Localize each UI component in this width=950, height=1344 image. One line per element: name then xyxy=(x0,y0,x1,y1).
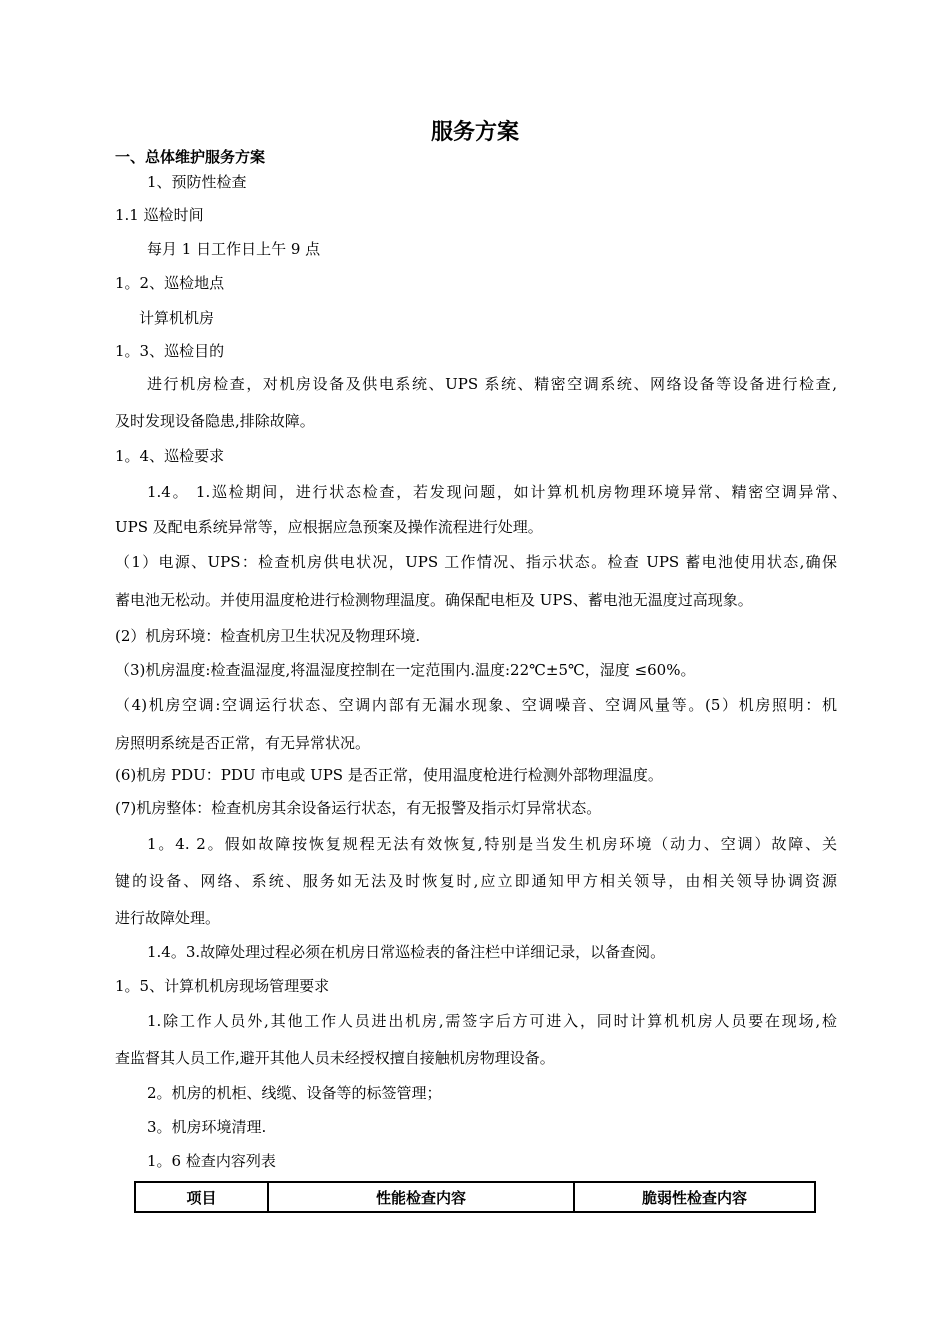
list-item-4-line1: （4)机房空调:空调运行状态、空调内部有无漏水现象、空调噪音、空调风量等。(5）机房照明：机 xyxy=(115,696,837,714)
table-header-row xyxy=(135,1182,815,1212)
paragraph-1-1: 每月 1 日工作日上午 9 点 xyxy=(147,240,321,258)
list-item-1-line1: （1）电源、UPS：检查机房供电状况，UPS 工作情况、指示状态。检查 UPS 蓄电池使用状态,确保 xyxy=(115,553,837,571)
paragraph-1-5-1-line1: 1.除工作人员外,其他工作人员进出机房,需签字后方可进入，同时计算机机房人员要在现场,检 xyxy=(147,1012,837,1030)
table-header-vulnerability: 脆弱性检查内容 xyxy=(574,1182,815,1212)
paragraph-1-4-2-line3: 进行故障处理。 xyxy=(115,909,221,927)
list-item-7: (7)机房整体：检查机房其余设备运行状态，有无报警及指示灯异常状态。 xyxy=(115,799,602,817)
list-item-2: (2）机房环境：检查机房卫生状况及物理环境. xyxy=(115,627,421,645)
list-item-4-line2: 房照明系统是否正常，有无异常状况。 xyxy=(115,734,371,752)
paragraph-1-4-2-line2: 键的设备、网络、系统、服务如无法及时恢复时,应立即通知甲方相关领导，由相关领导协调资源 xyxy=(115,872,837,890)
paragraph-1-5-3: 3。机房环境清理. xyxy=(147,1118,267,1136)
page-title: 服务方案 xyxy=(430,120,519,145)
table-header-item: 项目 xyxy=(135,1182,268,1212)
paragraph-1-4-1-line2: UPS 及配电系统异常等，应根据应急预案及操作流程进行处理。 xyxy=(115,518,543,536)
heading-1-4: 1。4、巡检要求 xyxy=(115,447,225,465)
paragraph-1-3-line2: 及时发现设备隐患,排除故障。 xyxy=(115,412,315,430)
paragraph-1-4-3: 1.4。3.故障处理过程必须在机房日常巡检表的备注栏中详细记录，以备查阅。 xyxy=(147,943,666,961)
paragraph-1-3-line1: 进行机房检查，对机房设备及供电系统、UPS 系统、精密空调系统、网络设备等设备进行检查, xyxy=(147,375,837,393)
heading-1-2: 1。2、巡检地点 xyxy=(115,274,225,292)
heading-1-3: 1。3、巡检目的 xyxy=(115,342,225,360)
subsection-heading: 1、预防性检查 xyxy=(147,173,247,191)
heading-1-1: 1.1 巡检时间 xyxy=(115,206,204,224)
paragraph-1-2: 计算机机房 xyxy=(139,309,215,327)
paragraph-1-4-1-line1: 1.4。 1.巡检期间，进行状态检查，若发现问题，如计算机机房物理环境异常、精密空调异常、 xyxy=(147,483,847,501)
paragraph-1-5-2: 2。机房的机柜、线缆、设备等的标签管理； xyxy=(147,1084,442,1102)
list-item-1-line2: 蓄电池无松动。并使用温度枪进行检测物理温度。确保配电柜及 UPS、蓄电池无温度过高现象。 xyxy=(115,591,753,609)
paragraph-1-4-2-line1: 1。4. 2。假如故障按恢复规程无法有效恢复,特别是当发生机房环境（动力、空调）故障、关 xyxy=(147,835,837,853)
section-heading: 一、总体维护服务方案 xyxy=(115,148,266,166)
list-item-3: （3)机房温度:检查温湿度,将温湿度控制在一定范围内.温度:22℃±5℃，湿度 ≤60%。 xyxy=(115,661,696,679)
heading-1-5: 1。5、计算机机房现场管理要求 xyxy=(115,977,330,995)
list-item-6: (6)机房 PDU：PDU 市电或 UPS 是否正常，使用温度枪进行检测外部物理温度。 xyxy=(115,766,663,784)
inspection-table xyxy=(134,1181,816,1213)
table-header-performance: 性能检查内容 xyxy=(268,1182,574,1212)
paragraph-1-5-1-line2: 查监督其人员工作,避开其他人员未经授权擅自接触机房物理设备。 xyxy=(115,1049,555,1067)
heading-1-6: 1。6 检查内容列表 xyxy=(147,1152,276,1170)
